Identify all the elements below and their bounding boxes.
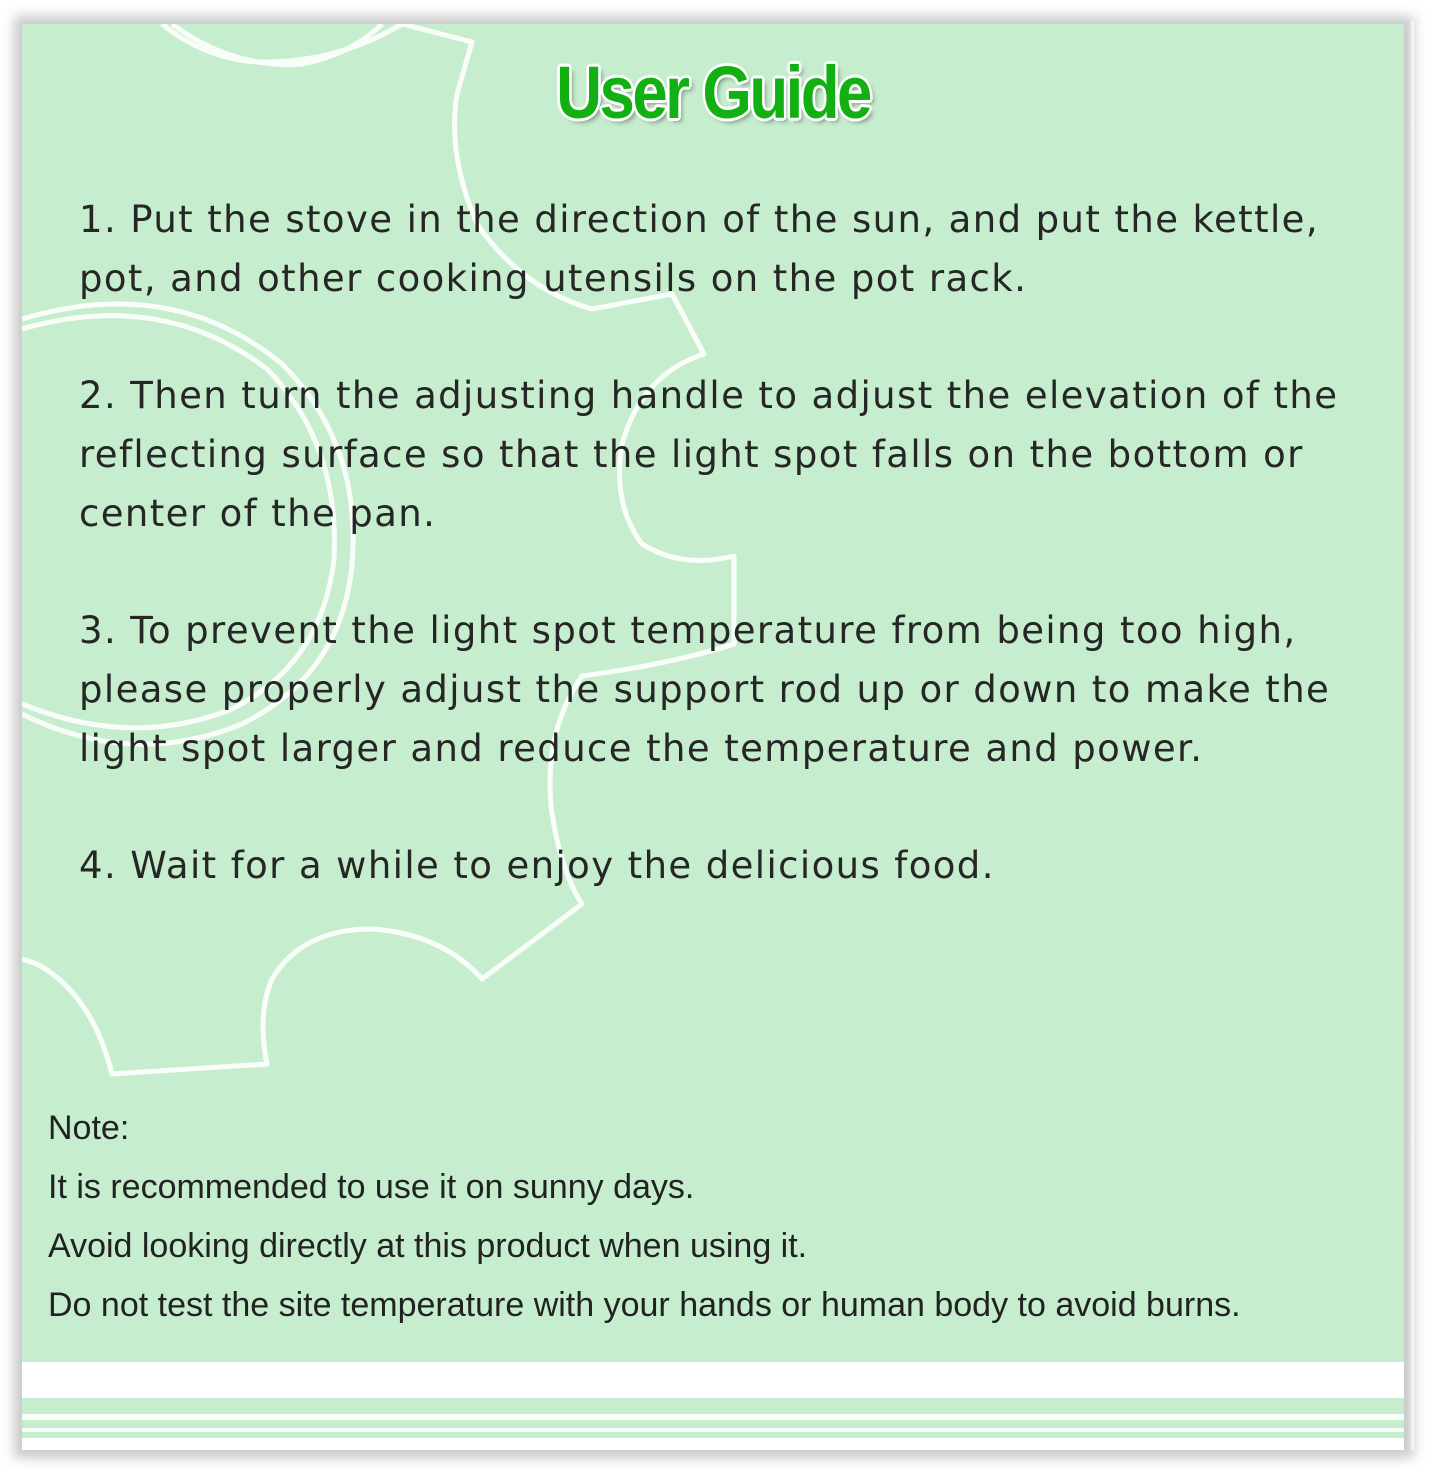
footer-stripe-thin — [22, 1428, 1404, 1432]
step-2: 2. Then turn the adjusting handle to adjust the elevation of the reflecting surface so that the light spot falls on the bottom or center of the pan. — [79, 374, 1339, 535]
footer-stripe-bottom — [22, 1438, 1404, 1450]
step-1: 1. Put the stove in the direction of the sun, and put the kettle, pot, and other cooking utensils on the pot rack. — [79, 198, 1320, 300]
page-title: User Guide — [556, 51, 870, 134]
note-section — [48, 1099, 1388, 1335]
footer-stripe-thin — [22, 1414, 1404, 1420]
steps-list — [79, 190, 1379, 953]
step-4: 4. Wait for a while to enjoy the delicious food. — [79, 844, 995, 887]
note-heading: Note: — [48, 1109, 130, 1147]
note-line-2: Avoid looking directly at this product when using it. — [48, 1227, 808, 1265]
footer-stripe — [22, 1362, 1404, 1398]
right-edge-shadow — [1408, 20, 1414, 1450]
note-line-3: Do not test the site temperature with your hands or human body to avoid burns. — [48, 1286, 1241, 1324]
note-line-1: It is recommended to use it on sunny days. — [48, 1168, 695, 1206]
user-guide-card — [22, 24, 1404, 1450]
step-3: 3. To prevent the light spot temperature from being too high, please properly adjust the support rod up or down to make the light spot larger and reduce the temperature and power. — [79, 609, 1331, 770]
